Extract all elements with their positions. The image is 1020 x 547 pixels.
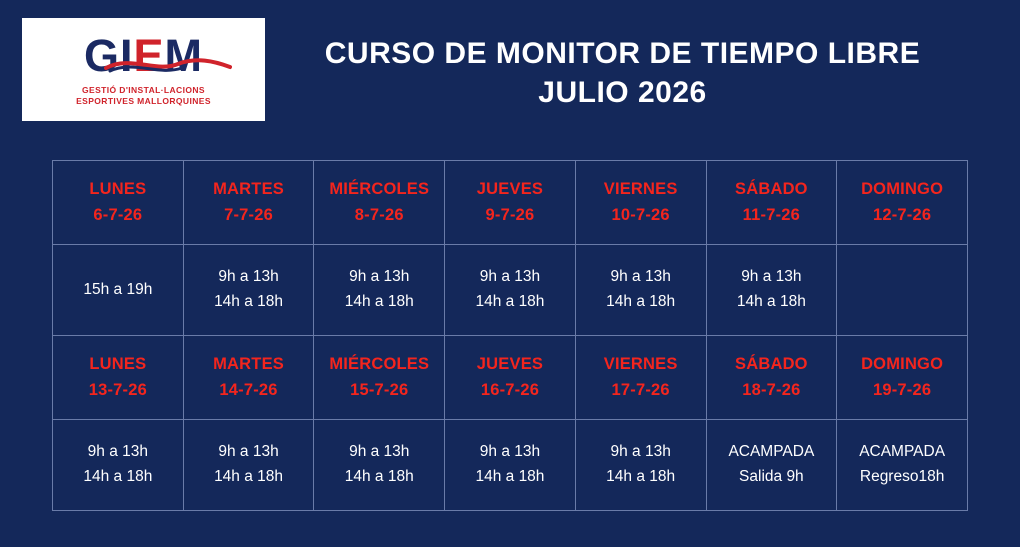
day-header-cell: [183, 161, 314, 245]
schedule-cell: [183, 420, 314, 511]
day-date: 18-7-26: [742, 380, 801, 399]
day-header-cell: [53, 336, 184, 420]
schedule-line-2: 14h a 18h: [475, 468, 545, 485]
table-row: [53, 420, 968, 511]
logo-wordmark: [83, 29, 204, 81]
day-header-cell: [706, 161, 837, 245]
schedule-line-2: Regreso18h: [859, 468, 945, 485]
page-subtitle: JULIO 2026: [538, 76, 707, 109]
schedule-cell: [445, 420, 576, 511]
day-date: 8-7-26: [354, 205, 404, 224]
giem-logo: [22, 18, 265, 121]
schedule-cell: [837, 245, 968, 336]
page-title: CURSO DE MONITOR DE TIEMPO LIBRE: [324, 37, 921, 70]
day-date: 19-7-26: [872, 380, 932, 399]
schedule-cell: [706, 420, 837, 511]
schedule-cell: [314, 420, 445, 511]
day-header-cell: [837, 161, 968, 245]
table-row: [53, 336, 968, 420]
schedule-line-2: 14h a 18h: [344, 468, 414, 485]
schedule-line-1: 9h a 13h: [349, 443, 410, 461]
schedule-line-1: 9h a 13h: [87, 443, 149, 461]
day-name: MARTES: [213, 354, 284, 373]
day-header-cell: [445, 336, 576, 420]
day-name: LUNES: [89, 179, 147, 198]
schedule-line-1: 9h a 13h: [479, 443, 541, 461]
schedule-cell: [837, 420, 968, 511]
day-name: DOMINGO: [861, 179, 944, 198]
schedule-cell: [53, 245, 184, 336]
schedule-line-2: 14h a 18h: [736, 293, 806, 310]
schedule-line-2: Salida 9h: [739, 468, 804, 485]
day-name: JUEVES: [476, 179, 544, 198]
schedule-line-1: 9h a 13h: [218, 443, 279, 461]
day-name: LUNES: [89, 354, 147, 373]
schedule-cell: [53, 420, 184, 511]
table-row: [53, 245, 968, 336]
schedule-line-1: 9h a 13h: [610, 268, 671, 286]
day-header-cell: [837, 336, 968, 420]
day-name: MIÉRCOLES: [329, 179, 430, 198]
schedule-line-1: 15h a 19h: [83, 280, 153, 298]
day-header-cell: [445, 161, 576, 245]
day-date: 10-7-26: [611, 205, 670, 224]
schedule-line-1: 9h a 13h: [610, 443, 671, 461]
day-name: MIÉRCOLES: [329, 354, 430, 373]
day-name: SÁBADO: [735, 354, 808, 373]
day-header-cell: [706, 336, 837, 420]
day-date: 7-7-26: [224, 205, 273, 224]
poster-header: [0, 0, 1020, 121]
schedule-line-1: 9h a 13h: [741, 268, 802, 286]
day-date: 13-7-26: [88, 380, 147, 399]
schedule-line-1: 9h a 13h: [349, 268, 410, 286]
day-header-cell: [314, 336, 445, 420]
schedule-cell: [706, 245, 837, 336]
logo-subtitle-line1: GESTIÓ D'INSTAL·LACIONS: [82, 84, 205, 95]
schedule-cell: [445, 245, 576, 336]
day-date: 14-7-26: [219, 380, 278, 399]
day-header-cell: [183, 336, 314, 420]
day-name: JUEVES: [476, 354, 544, 373]
schedule-line-2: 14h a 18h: [344, 293, 414, 310]
day-name: MARTES: [213, 179, 284, 198]
day-date: 15-7-26: [350, 380, 409, 399]
day-header-cell: [314, 161, 445, 245]
day-date: 11-7-26: [742, 205, 801, 224]
schedule-line-2: 14h a 18h: [214, 468, 284, 485]
day-name: VIERNES: [603, 179, 678, 198]
schedule-line-1: 9h a 13h: [479, 268, 541, 286]
title-block: [265, 34, 980, 112]
calendar-table: [52, 160, 968, 511]
day-date: 12-7-26: [872, 205, 932, 224]
schedule-line-2: 14h a 18h: [606, 293, 676, 310]
schedule-line-2: 14h a 18h: [83, 468, 153, 485]
day-name: SÁBADO: [735, 179, 808, 198]
schedule-line-1: ACAMPADA: [859, 443, 946, 461]
day-name: VIERNES: [603, 354, 678, 373]
schedule-cell: [575, 245, 706, 336]
day-header-cell: [575, 336, 706, 420]
schedule-line-2: 14h a 18h: [606, 468, 676, 485]
logo-wordmark-part1: GI: [83, 29, 134, 81]
table-row: [53, 161, 968, 245]
day-date: 6-7-26: [93, 205, 143, 224]
day-date: 9-7-26: [485, 205, 535, 224]
day-name: DOMINGO: [861, 354, 944, 373]
schedule-line-1: ACAMPADA: [728, 443, 815, 461]
schedule-line-1: 9h a 13h: [218, 268, 279, 286]
logo-subtitle-line2: ESPORTIVES MALLORQUINES: [76, 95, 211, 106]
day-header-cell: [575, 161, 706, 245]
day-date: 16-7-26: [480, 380, 540, 399]
schedule-line-2: 14h a 18h: [214, 293, 284, 310]
day-header-cell: [53, 161, 184, 245]
schedule-line-2: 14h a 18h: [475, 293, 545, 310]
logo-wordmark-part2: M: [164, 29, 204, 81]
day-date: 17-7-26: [611, 380, 670, 399]
schedule-cell: [183, 245, 314, 336]
calendar: [52, 160, 968, 511]
logo-wordmark-accent: E: [133, 29, 165, 81]
schedule-cell: [575, 420, 706, 511]
schedule-cell: [314, 245, 445, 336]
